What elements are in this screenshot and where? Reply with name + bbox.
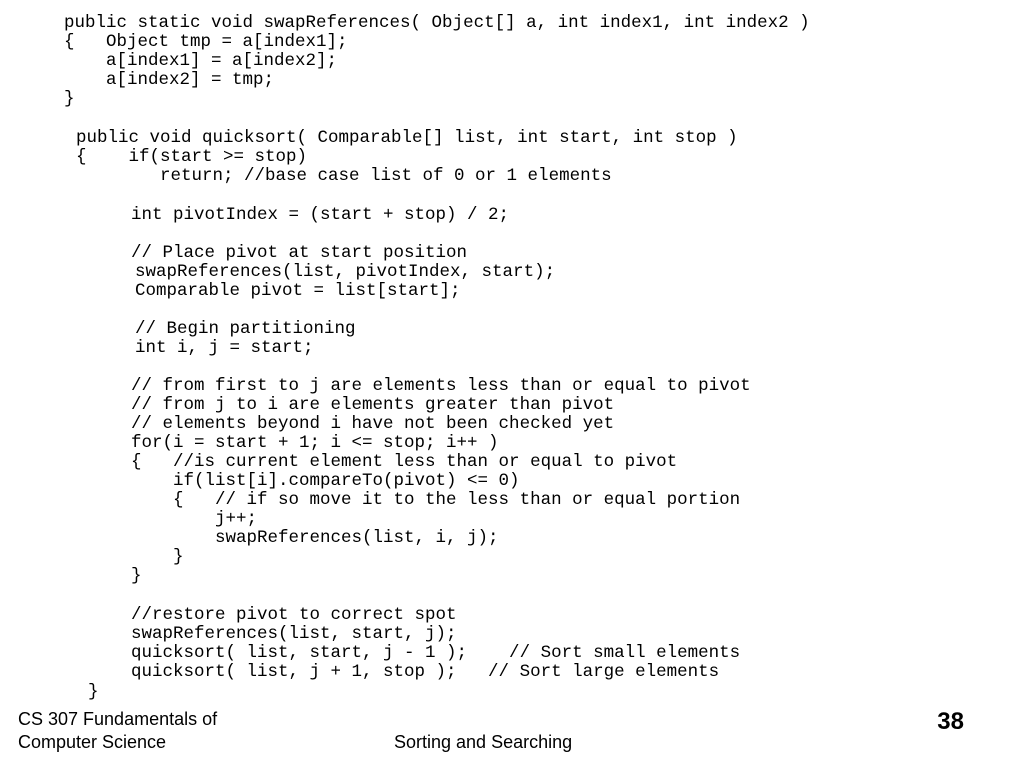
code-line: // from j to i are elements greater than pivot [131, 395, 615, 415]
code-line: } [131, 547, 184, 567]
footer-course [18, 708, 217, 754]
code-line: quicksort( list, j + 1, stop ); // Sort large elements [131, 662, 720, 682]
code-line: public void quicksort( Comparable[] list, int start, int stop ) [76, 128, 738, 148]
code-line: swapReferences(list, start, j); [131, 624, 457, 644]
code-line: // Place pivot at start position [131, 243, 468, 263]
slide-number: 38 [937, 708, 964, 735]
footer-course-line2: Computer Science [18, 732, 167, 752]
code-line: } [131, 566, 142, 586]
code-line: // elements beyond i have not been checked yet [131, 414, 615, 434]
code-line: a[index1] = a[index2]; [64, 51, 338, 71]
footer-course-line1: CS 307 Fundamentals of [18, 709, 218, 729]
footer-topic: Sorting and Searching [394, 732, 573, 752]
code-line: // from first to j are elements less than or equal to pivot [131, 376, 751, 396]
code-line: } [64, 89, 75, 109]
code-line: j++; [131, 509, 258, 529]
code-line: } [88, 682, 99, 702]
code-line: public static void swapReferences( Object[] a, int index1, int index2 ) [64, 13, 810, 33]
code-line: swapReferences(list, i, j); [131, 528, 499, 548]
code-line: if(list[i].compareTo(pivot) <= 0) [131, 471, 520, 491]
code-line: return; //base case list of 0 or 1 elements [160, 166, 612, 186]
code-line: { if(start >= stop) [76, 147, 308, 167]
code-line: { // if so move it to the less than or equal portion [131, 490, 741, 510]
code-line: Comparable pivot = list[start]; [135, 281, 461, 301]
code-line: { //is current element less than or equal to pivot [131, 452, 678, 472]
code-line: { Object tmp = a[index1]; [64, 32, 348, 52]
code-line: //restore pivot to correct spot [131, 605, 457, 625]
code-line: int i, j = start; [135, 338, 314, 358]
code-line: int pivotIndex = (start + stop) / 2; [131, 205, 510, 225]
code-line: // Begin partitioning [135, 319, 356, 339]
code-line: for(i = start + 1; i <= stop; i++ ) [131, 433, 499, 453]
code-line: swapReferences(list, pivotIndex, start); [135, 262, 556, 282]
code-line: quicksort( list, start, j - 1 ); // Sort small elements [131, 643, 741, 663]
code-line: a[index2] = tmp; [64, 70, 275, 90]
